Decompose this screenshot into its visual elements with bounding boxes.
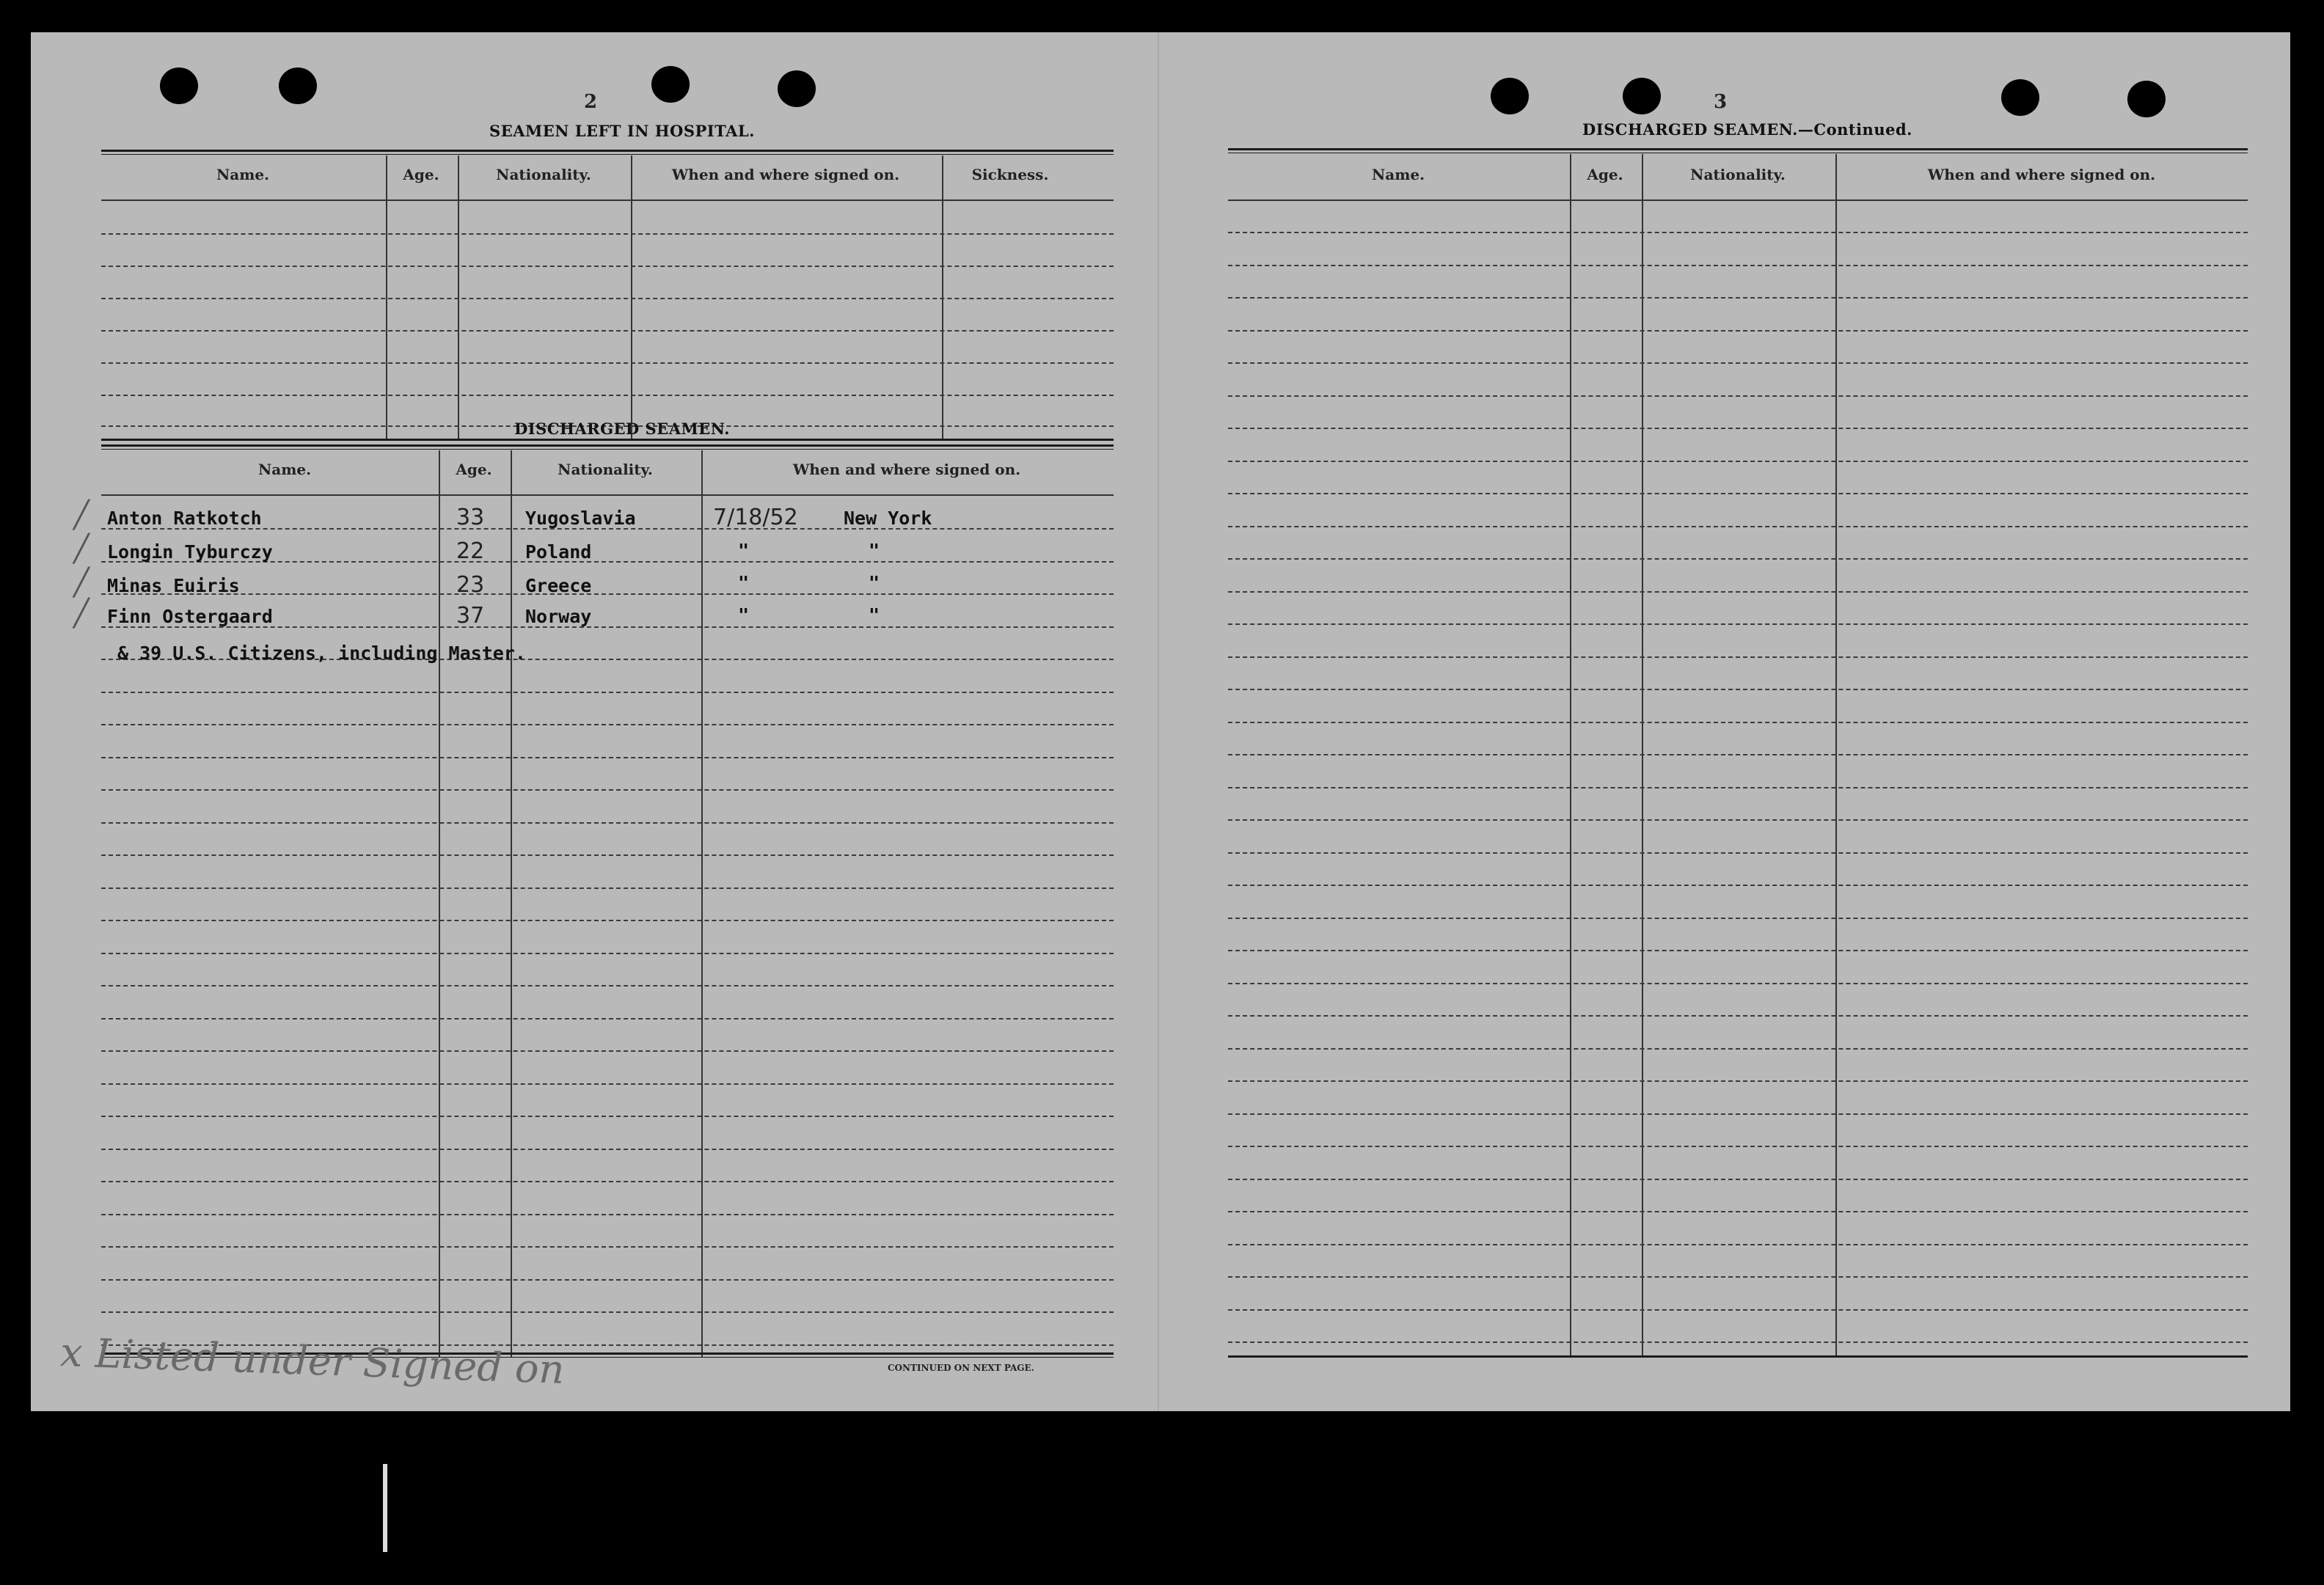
right-heading: DISCHARGED SEAMEN.—Continued.	[1582, 120, 1912, 139]
row-line	[1228, 461, 2248, 462]
row-line	[101, 1246, 1114, 1248]
punch-hole	[1623, 78, 1661, 114]
right-header-rule	[1228, 200, 2248, 201]
row-line	[1228, 819, 2248, 821]
punch-hole	[2127, 81, 2166, 117]
row-line	[101, 757, 1114, 758]
hospital-row-line	[101, 298, 1114, 299]
hospital-heading: SEAMEN LEFT IN HOSPITAL.	[489, 122, 755, 140]
row-line	[101, 1083, 1114, 1085]
seaman-signed-place: "	[869, 604, 880, 626]
row-line	[1228, 689, 2248, 690]
row-line	[1228, 232, 2248, 233]
row-line	[1228, 656, 2248, 658]
seaman-nationality: Norway	[525, 606, 592, 627]
seaman-age: 37	[456, 603, 485, 629]
hospital-top-rule	[101, 150, 1114, 155]
row-line	[101, 692, 1114, 693]
row-line	[1228, 1113, 2248, 1115]
right-col-nationality: Nationality.	[1690, 166, 1786, 183]
row-line	[101, 822, 1114, 824]
row-line	[101, 1181, 1114, 1182]
row-line	[1228, 493, 2248, 494]
row-line	[1228, 852, 2248, 854]
citizens-note: & 39 U.S. Citizens, including Master.	[117, 643, 526, 664]
hospital-col-name: Name.	[216, 166, 270, 183]
row-line	[1228, 558, 2248, 560]
row-line	[1228, 885, 2248, 886]
row-line	[1228, 1146, 2248, 1147]
punch-hole	[651, 66, 690, 103]
punch-hole	[1491, 78, 1529, 114]
row-line	[1228, 395, 2248, 397]
seaman-signed-date: 7/18/52	[713, 505, 798, 530]
row-line	[1228, 754, 2248, 755]
right-divider	[1642, 154, 1643, 1357]
right-divider	[1835, 154, 1837, 1357]
hospital-row-line	[101, 395, 1114, 396]
discharged-divider	[701, 450, 703, 1357]
right-top-rule	[1228, 148, 2248, 153]
seaman-name: Finn Ostergaard	[107, 606, 273, 627]
row-line	[1228, 918, 2248, 919]
right-page-number: 3	[1714, 91, 1728, 113]
row-line	[1228, 526, 2248, 527]
row-line	[1228, 330, 2248, 332]
right-bottom-rule	[1228, 1355, 2248, 1358]
hospital-row-line	[101, 330, 1114, 332]
row-line	[1228, 1048, 2248, 1050]
discharged-col-name: Name.	[257, 461, 312, 478]
row-line	[101, 887, 1114, 889]
hospital-col-age: Age.	[403, 166, 439, 183]
seaman-signed-place: New York	[844, 508, 932, 529]
punch-hole	[160, 67, 198, 104]
row-line	[1228, 1309, 2248, 1311]
page-fold	[1158, 32, 1159, 1411]
seaman-signed-place: "	[869, 572, 880, 593]
right-col-age: Age.	[1587, 166, 1623, 183]
row-line	[1228, 787, 2248, 788]
row-line	[101, 1050, 1114, 1052]
hospital-col-nationality: Nationality.	[496, 166, 591, 183]
check-mark: ╱	[73, 568, 89, 598]
hospital-bottom-rule	[101, 439, 1114, 441]
row-line	[1228, 1276, 2248, 1278]
seaman-signed-date: "	[738, 572, 750, 593]
hospital-row-line	[101, 266, 1114, 267]
row-line	[1228, 591, 2248, 593]
row-line	[101, 1149, 1114, 1150]
discharged-col-nationality: Nationality.	[558, 461, 653, 478]
row-line	[101, 789, 1114, 791]
seaman-age: 22	[456, 538, 485, 564]
punch-hole	[778, 70, 816, 107]
discharged-col-age: Age.	[456, 461, 492, 478]
punch-hole	[2001, 79, 2039, 116]
row-line	[101, 1214, 1114, 1215]
seaman-nationality: Greece	[525, 575, 592, 596]
row-line	[1228, 1211, 2248, 1212]
row-line	[101, 1279, 1114, 1281]
row-line	[1228, 1341, 2248, 1343]
discharged-top-rule	[101, 444, 1114, 450]
seaman-name: Longin Tyburczy	[107, 541, 273, 563]
scan-mark	[383, 1464, 387, 1552]
seaman-signed-date: "	[738, 540, 750, 561]
hospital-row-line	[101, 233, 1114, 235]
discharged-divider	[511, 450, 512, 1357]
hospital-row-line	[101, 362, 1114, 364]
discharged-divider	[439, 450, 440, 1357]
row-line	[1228, 722, 2248, 723]
right-col-signed-on: When and where signed on.	[1927, 166, 2156, 183]
seaman-age: 23	[456, 572, 485, 598]
row-line	[1228, 1244, 2248, 1245]
row-line	[101, 985, 1114, 986]
check-mark: ╱	[73, 500, 89, 530]
hospital-header-rule	[101, 200, 1114, 201]
row-line	[1228, 1015, 2248, 1017]
row-line	[1228, 428, 2248, 429]
seaman-signed-place: "	[869, 540, 880, 561]
row-line	[1228, 623, 2248, 625]
hospital-col-sickness: Sickness.	[971, 166, 1049, 183]
discharged-header-rule	[101, 494, 1114, 496]
discharged-col-signed-on: When and where signed on.	[792, 461, 1021, 478]
row-line	[1228, 950, 2248, 951]
seaman-name: Minas Euiris	[107, 575, 240, 596]
row-line	[101, 920, 1114, 921]
pencil-note: x Listed under Signed on	[59, 1329, 566, 1393]
row-line	[101, 1018, 1114, 1020]
row-line	[1228, 297, 2248, 299]
punch-hole	[279, 67, 317, 104]
left-page-number: 2	[584, 91, 598, 113]
check-mark: ╱	[73, 599, 89, 629]
right-col-name: Name.	[1371, 166, 1425, 183]
seaman-nationality: Poland	[525, 541, 592, 563]
row-line	[1228, 983, 2248, 984]
check-mark: ╱	[73, 534, 89, 564]
ledger-page	[31, 32, 2290, 1411]
continued-label: CONTINUED ON NEXT PAGE.	[888, 1363, 1034, 1373]
right-divider	[1570, 154, 1571, 1357]
row-line	[1228, 1179, 2248, 1180]
row-line	[101, 1116, 1114, 1117]
row-line	[101, 724, 1114, 725]
seaman-age: 33	[456, 505, 485, 530]
seaman-signed-date: "	[738, 604, 750, 626]
seaman-nationality: Yugoslavia	[525, 508, 636, 529]
row-line	[1228, 1080, 2248, 1082]
row-line	[1228, 362, 2248, 364]
hospital-col-signed-on: When and where signed on.	[671, 166, 900, 183]
row-line	[101, 854, 1114, 856]
row-line	[101, 1311, 1114, 1313]
seaman-name: Anton Ratkotch	[107, 508, 262, 529]
row-line	[101, 953, 1114, 954]
discharged-heading: DISCHARGED SEAMEN.	[514, 420, 730, 438]
row-line	[1228, 265, 2248, 266]
row-line	[101, 593, 1114, 595]
